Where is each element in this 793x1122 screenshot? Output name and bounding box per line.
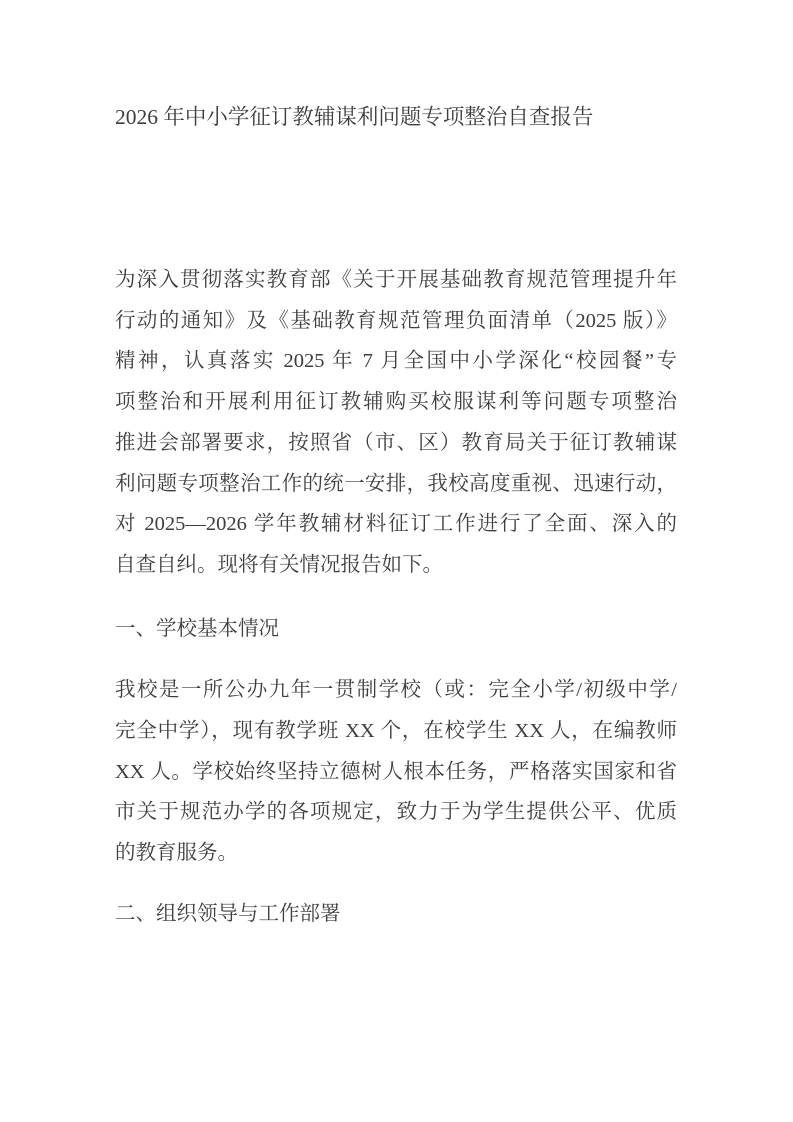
- text-line: 对 2025—2026 学年教辅材料征订工作进行了全面、深入的: [115, 513, 677, 536]
- text-line: 完全中学），现有教学班 XX 个，在校学生 XX 人，在编教师: [115, 720, 677, 743]
- section-2-heading: 二、组织领导与工作部署: [115, 902, 341, 925]
- school-info-paragraph: [115, 670, 677, 874]
- text-line: 的教育服务。: [115, 842, 238, 865]
- text-line: 为深入贯彻落实教育部《关于开展基础教育规范管理提升年: [115, 269, 677, 291]
- text-line: 项整治和开展利用征订教辅购买校服谋利等问题专项整治: [115, 391, 677, 414]
- text-line: 自查自纠。现将有关情况报告如下。: [115, 553, 443, 576]
- text-line: 我校是一所公办九年一贯制学校（或：完全小学/初级中学/: [115, 679, 677, 702]
- text-line: 市关于规范办学的各项规定，致力于为学生提供公平、优质: [115, 801, 677, 824]
- text-line: 推进会部署要求，按照省（市、区）教育局关于征订教辅谋: [115, 431, 677, 454]
- text-line: XX 人。学校始终坚持立德树人根本任务，严格落实国家和省: [115, 760, 677, 783]
- section-1-heading: 一、学校基本情况: [115, 617, 279, 640]
- intro-paragraph: [115, 260, 677, 586]
- text-line: 利问题专项整治工作的统一安排，我校高度重视、迅速行动，: [115, 472, 677, 495]
- document-page: [115, 97, 677, 935]
- text-line: 精神，认真落实 2025 年 7 月全国中小学深化“校园餐”专: [115, 350, 677, 373]
- text-line: 行动的通知》及《基础教育规范管理负面清单（2025 版）》: [115, 309, 677, 332]
- document-title: 2026 年中小学征订教辅谋利问题专项整治自查报告: [115, 105, 594, 129]
